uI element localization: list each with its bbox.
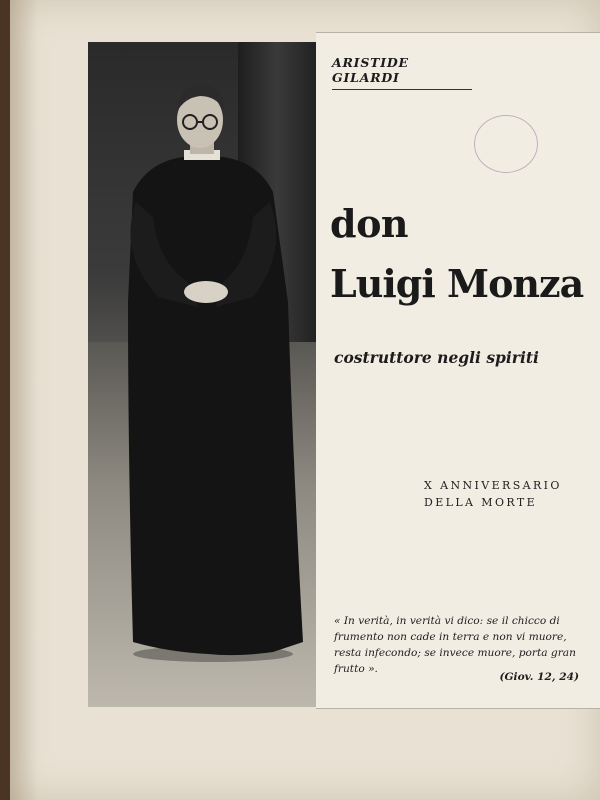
title-line-2: Luigi Monza — [330, 261, 584, 306]
subtitle: costruttore negli spiriti — [334, 348, 539, 367]
portrait-photo — [88, 42, 316, 707]
anniversary-line-1: X ANNIVERSARIO — [424, 479, 562, 492]
library-stamp — [474, 115, 538, 173]
anniversary-note — [424, 477, 584, 511]
title-line-1: don — [330, 201, 409, 246]
quote-citation: (Giov. 12, 24) — [499, 671, 579, 683]
author-name: ARISTIDE GILARDI — [332, 55, 472, 90]
magazine-page — [10, 0, 600, 800]
bible-quote: « In verità, in verità vi dico: se il chicco di frumento non cade in terra e non vi muore, resta infecondo; se invece muore, porta gran frutto ». — [334, 615, 576, 675]
anniversary-line-2: DELLA MORTE — [424, 496, 538, 509]
priest-figure — [88, 42, 316, 707]
title-panel — [316, 32, 600, 709]
